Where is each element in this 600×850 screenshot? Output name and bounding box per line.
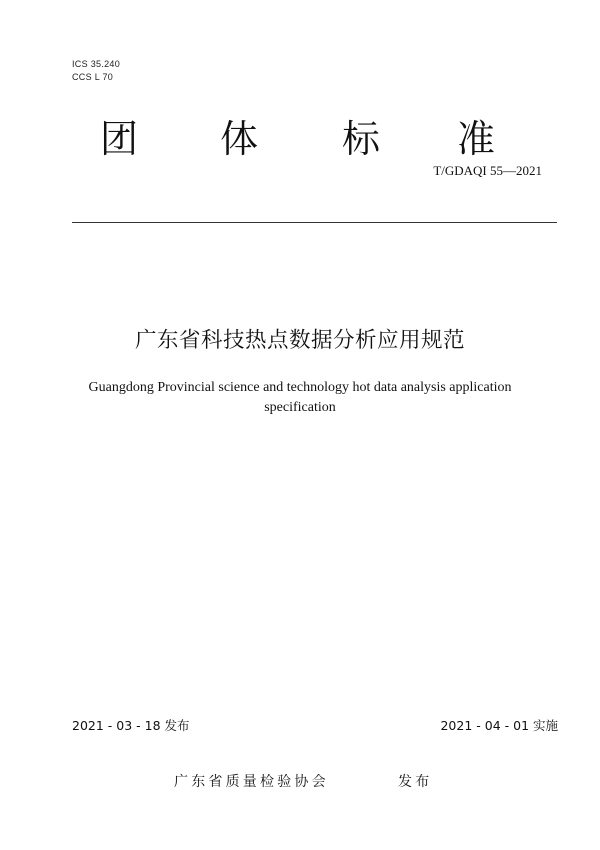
publisher-name: 广东省质量检验协会 (174, 774, 329, 790)
classification-codes (72, 58, 120, 84)
implementation-date: 2021 - 04 - 01 实施 (440, 718, 558, 733)
publish-label: 发布 (398, 774, 433, 790)
ics-code: ICS 35.240 (72, 59, 121, 69)
standard-type-char-3: 标 (342, 117, 381, 161)
standard-type-char-4: 准 (457, 117, 496, 161)
standard-type-title (100, 114, 520, 164)
english-title: Guangdong Provincial science and technology hot data analysis application specification (88, 380, 512, 415)
ccs-code: CCS L 70 (72, 72, 114, 82)
standard-number: T/GDAQI 55—2021 (433, 163, 542, 178)
standard-type-char-1: 团 (100, 117, 139, 161)
chinese-title: 广东省科技热点数据分析应用规范 (134, 328, 465, 353)
header-divider (72, 222, 557, 223)
standard-type-char-2: 体 (220, 117, 259, 161)
issue-date: 2021 - 03 - 18 发布 (72, 718, 190, 733)
